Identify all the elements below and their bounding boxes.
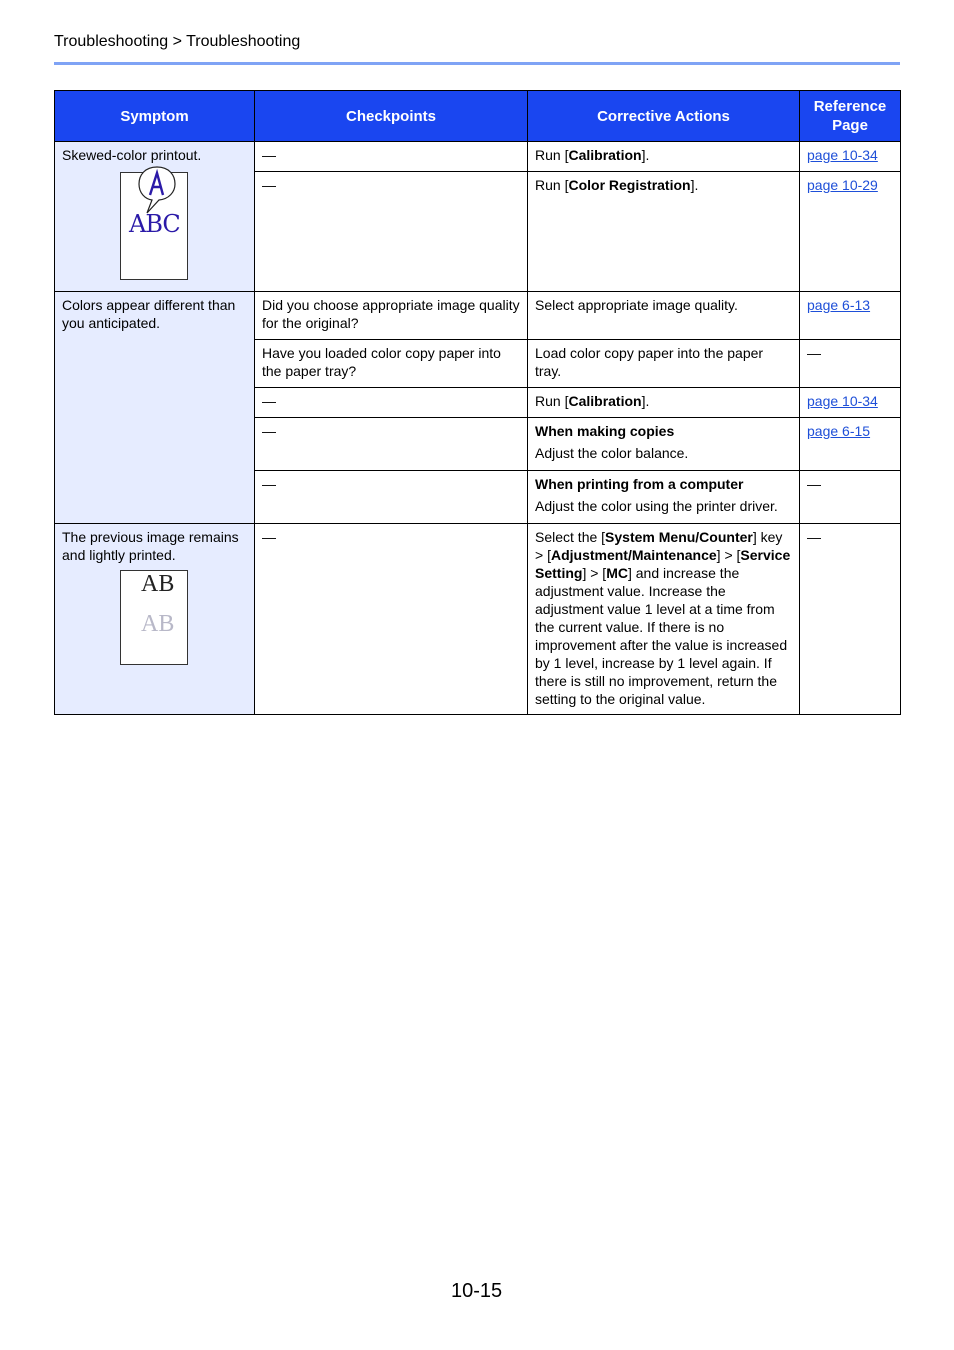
action-cell bbox=[528, 172, 800, 292]
action-text: Adjust the color balance. bbox=[535, 445, 689, 461]
breadcrumb: Troubleshooting > Troubleshooting bbox=[54, 33, 301, 50]
reference-link[interactable]: page 10-29 bbox=[807, 177, 878, 193]
action-text: ]. bbox=[641, 147, 650, 163]
action-cell bbox=[528, 418, 800, 471]
action-bold: Color Registration bbox=[568, 177, 691, 193]
column-header-corrective-actions: Corrective Actions bbox=[528, 91, 800, 142]
action-bold: Service Setting bbox=[535, 547, 791, 581]
reference-cell: — bbox=[800, 524, 901, 715]
table-row bbox=[55, 524, 901, 715]
table-row bbox=[55, 142, 901, 172]
action-bold: Calibration bbox=[568, 393, 642, 409]
table-row bbox=[55, 292, 901, 340]
reference-cell bbox=[800, 388, 901, 418]
checkpoint-cell: — bbox=[255, 418, 528, 471]
action-text: Select the [ bbox=[535, 529, 606, 545]
action-cell: Load color copy paper into the paper tray. bbox=[528, 340, 800, 388]
table-header-row bbox=[55, 91, 901, 142]
reference-link[interactable]: page 6-13 bbox=[807, 297, 871, 313]
checkpoint-cell: — bbox=[255, 471, 528, 524]
action-bold: Adjustment/Maintenance bbox=[550, 547, 717, 563]
action-text: Run [ bbox=[535, 147, 569, 163]
skewed-color-illustration bbox=[120, 172, 188, 280]
reference-header-line2: Page bbox=[832, 117, 868, 134]
action-bold: System Menu/Counter bbox=[605, 529, 753, 545]
action-text: Run [ bbox=[535, 393, 569, 409]
reference-cell bbox=[800, 142, 901, 172]
action-cell bbox=[528, 142, 800, 172]
action-cell bbox=[528, 524, 800, 715]
checkpoint-cell: — bbox=[255, 388, 528, 418]
reference-cell bbox=[800, 172, 901, 292]
action-cell bbox=[528, 471, 800, 524]
ab-light-sample: AB bbox=[141, 611, 175, 637]
column-header-checkpoints: Checkpoints bbox=[255, 91, 528, 142]
action-text: ]. bbox=[641, 393, 650, 409]
abc-sample-text: ABC bbox=[129, 210, 180, 238]
symptom-cell bbox=[55, 142, 255, 292]
reference-link[interactable]: page 10-34 bbox=[807, 147, 878, 163]
checkpoint-cell: Have you loaded color copy paper into the paper tray? bbox=[255, 340, 528, 388]
ab-dark-sample: AB bbox=[141, 571, 175, 597]
action-heading: When printing from a computer bbox=[535, 476, 744, 492]
ghost-image-illustration bbox=[120, 570, 188, 665]
symptom-cell bbox=[55, 524, 255, 715]
symptom-text: The previous image remains and lightly printed. bbox=[62, 529, 239, 563]
checkpoint-cell: — bbox=[255, 524, 528, 715]
action-text: ] key > [ bbox=[535, 529, 783, 563]
column-header-symptom: Symptom bbox=[55, 91, 255, 142]
action-cell bbox=[528, 388, 800, 418]
checkpoint-cell: — bbox=[255, 142, 528, 172]
reference-header-line1: Reference bbox=[813, 98, 887, 115]
reference-link[interactable]: page 6-15 bbox=[807, 423, 871, 439]
reference-cell bbox=[800, 292, 901, 340]
reference-cell: — bbox=[800, 340, 901, 388]
reference-cell: — bbox=[800, 471, 901, 524]
checkpoint-cell: — bbox=[255, 172, 528, 292]
troubleshooting-table bbox=[54, 90, 901, 715]
action-bold: Calibration bbox=[568, 147, 642, 163]
header-divider bbox=[54, 62, 900, 65]
action-text: ] and increase the adjustment value. Increase the adjustment value 1 level at a time from the current value. If there is no improvement after the value is increased by 1 level, increase by 1 level again. If there is still no improvement, return the setting to the original value. bbox=[535, 565, 788, 707]
action-text: ]. bbox=[690, 177, 699, 193]
action-text: ] > [ bbox=[582, 565, 607, 581]
action-text: Run [ bbox=[535, 177, 569, 193]
reference-cell bbox=[800, 418, 901, 471]
action-bold: MC bbox=[606, 565, 628, 581]
symptom-text: Skewed-color printout. bbox=[62, 147, 202, 163]
symptom-cell: Colors appear different than you anticipated. bbox=[55, 292, 255, 524]
action-text: ] > [ bbox=[716, 547, 741, 563]
action-cell: Select appropriate image quality. bbox=[528, 292, 800, 340]
speech-bubble-icon bbox=[137, 165, 177, 215]
column-header-reference-page bbox=[800, 91, 901, 142]
page-number: 10-15 bbox=[451, 1280, 503, 1302]
action-text: Adjust the color using the printer driver. bbox=[535, 498, 778, 514]
reference-link[interactable]: page 10-34 bbox=[807, 393, 878, 409]
action-heading: When making copies bbox=[535, 423, 675, 439]
checkpoint-cell: Did you choose appropriate image quality for the original? bbox=[255, 292, 528, 340]
